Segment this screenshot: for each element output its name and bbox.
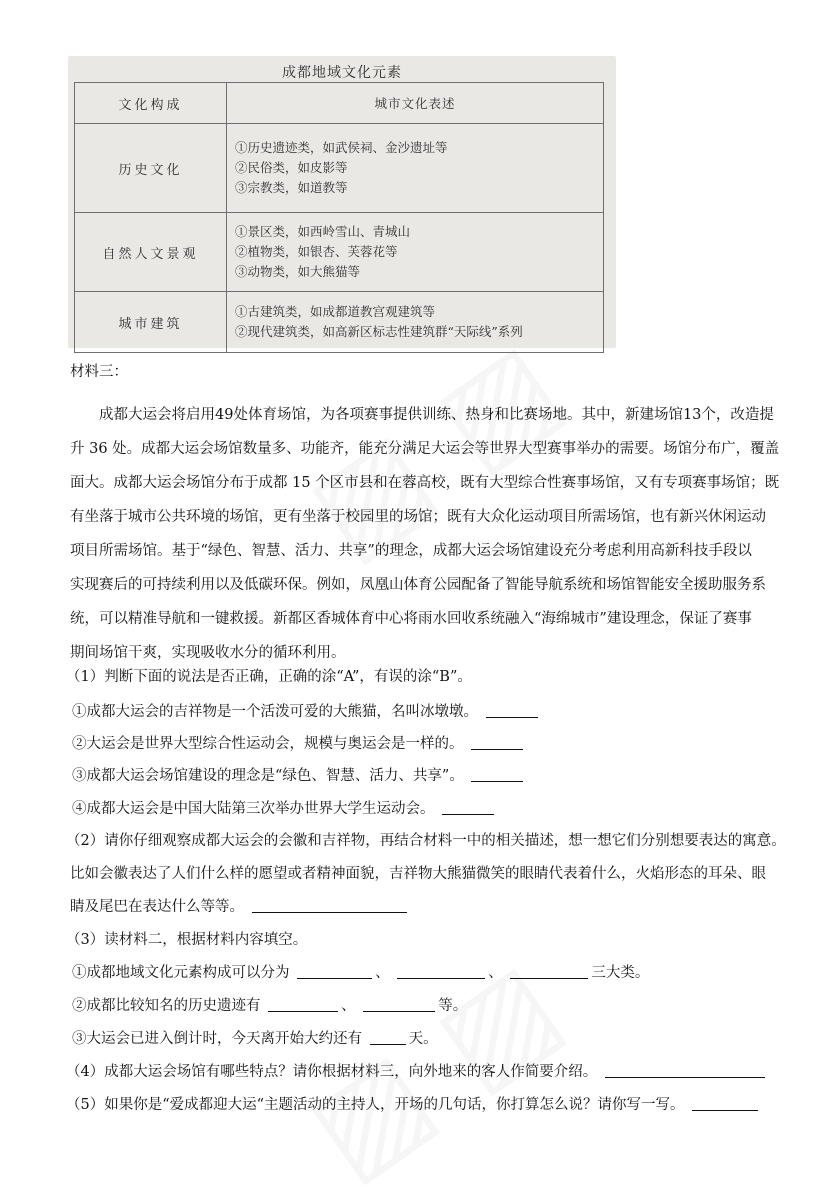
answer-blank[interactable] (510, 964, 588, 979)
answer-blank[interactable] (471, 735, 523, 750)
table-title: 成都地域文化元素 (282, 65, 402, 81)
separator: 、 (375, 965, 390, 981)
q1-item-2 (72, 734, 792, 754)
q2-line: （2）请你仔细观察成都大运会的会徽和吉祥物，再结合材料一中的相关描述，想一想它们分别想要表达的寓意。 (66, 833, 786, 849)
paragraph-line: 面大。成都大运会场馆分布于成都 15 个区市县和在蓉高校，既有大型综合性赛事场馆，又有专项赛事场馆；既 (70, 475, 780, 491)
table-cell-description (227, 124, 604, 213)
q3-item-2 (72, 996, 792, 1016)
answer-blank[interactable] (486, 703, 538, 718)
q4-text: （4）成都大运会场馆有哪些特点？请你根据材料三，向外地来的客人作简要介绍。 (66, 1064, 598, 1080)
answer-blank[interactable] (605, 1063, 765, 1078)
separator: 、 (341, 998, 356, 1014)
q3-item-text: 天。 (408, 1031, 438, 1047)
separator: 、 (488, 965, 503, 981)
q3-item-text: ②成都比较知名的历史遗迹有 (72, 998, 261, 1014)
answer-blank[interactable] (370, 1030, 406, 1045)
culture-table (74, 82, 604, 353)
material3-paragraph (70, 398, 790, 670)
answer-blank[interactable] (442, 800, 494, 815)
material3-heading: 材料三： (70, 364, 128, 380)
description-line: ①景区类，如西岭雪山、青城山 (235, 224, 411, 239)
answer-blank[interactable] (363, 997, 435, 1012)
q3-item-text: ①成都地域文化元素构成可以分为 (72, 965, 290, 981)
q3-item-1 (72, 963, 792, 983)
paragraph-line: 统，可以精准导航和一键救援。新都区香城体育中心将雨水回收系统融入“海绵城市”建设理念，保证了赛事 (70, 611, 752, 627)
q1-stem: （1）判断下面的说法是否正确，正确的涂“A”，有误的涂“B”。 (66, 669, 472, 685)
table-row (75, 292, 604, 353)
culture-table-photo (68, 56, 616, 348)
q2-line: 睛及尾巴在表达什么等等。 (70, 899, 244, 915)
table-header-cell: 城市文化表述 (227, 83, 604, 124)
table-cell-category: 自然人文景观 (75, 213, 227, 292)
table-row (75, 213, 604, 292)
paragraph-line: 实现赛后的可持续利用以及低碳环保。例如，凤凰山体育公园配备了智能导航系统和场馆智能安全援助服务系 (70, 577, 766, 593)
description-line: ③宗教类，如道教等 (235, 180, 348, 195)
q3-item-text: ③大运会已进入倒计时，今天离开始大约还有 (72, 1031, 362, 1047)
answer-blank[interactable] (268, 997, 338, 1012)
answer-blank[interactable] (252, 898, 407, 913)
table-cell-description (227, 213, 604, 292)
q2-line: 比如会徽表达了人们什么样的愿望或者精神面貌，吉祥物大熊猫微笑的眼睛代表着什么，火焰形态的耳朵、眼 (70, 866, 766, 882)
answer-blank[interactable] (471, 767, 523, 782)
description-line: ②现代建筑类，如高新区标志性建筑群“天际线”系列 (235, 324, 523, 339)
answer-blank[interactable] (297, 964, 372, 979)
table-cell-category: 城市建筑 (75, 292, 227, 353)
q5 (66, 1095, 786, 1115)
q3-item-text: 等。 (438, 998, 468, 1014)
q3-stem: （3）读材料二，根据材料内容填空。 (66, 932, 308, 948)
q2-line-3 (70, 897, 790, 917)
paragraph-line: 期间场馆干爽，实现吸收水分的循环利用。 (70, 645, 346, 661)
paragraph-line: 升 36 处。成都大运会场馆数量多、功能齐，能充分满足大运会等世界大型赛事举办的需要。场馆分布广，覆盖 (70, 441, 780, 457)
table-cell-description (227, 292, 604, 353)
q1-item-3 (72, 766, 792, 786)
description-line: ①历史遗迹类，如武侯祠、金沙遗址等 (235, 140, 448, 155)
table-header-row (75, 83, 604, 124)
q1-item-text: ③成都大运会场馆建设的理念是“绿色、智慧、活力、共享”。 (72, 768, 464, 784)
table-row (75, 124, 604, 213)
q1-item-text: ②大运会是世界大型综合性运动会，规模与奥运会是一样的。 (72, 736, 464, 752)
description-line: ①古建筑类，如成都道教宫观建筑等 (235, 304, 436, 319)
description-line: ②植物类，如银杏、芙蓉花等 (235, 244, 398, 259)
q1-item-text: ①成都大运会的吉祥物是一个活泼可爱的大熊猫，名叫冰墩墩。 (72, 704, 478, 720)
q4 (66, 1062, 786, 1082)
table-header-cell: 文化构成 (75, 83, 227, 124)
q1-item-1 (72, 702, 792, 722)
q3-item-3 (72, 1029, 792, 1049)
paragraph-line: 有坐落于城市公共环境的场馆，更有坐落于校园里的场馆；既有大众化运动项目所需场馆，也有新兴休闲运动 (70, 509, 766, 525)
q3-item-text: 三大类。 (591, 965, 650, 981)
description-line: ③动物类，如大熊猫等 (235, 264, 361, 279)
answer-blank[interactable] (692, 1096, 758, 1111)
paragraph-line: 项目所需场馆。基于“绿色、智慧、活力、共享”的理念，成都大运会场馆建设充分考虑利用高新科技手段以 (70, 543, 752, 559)
q1-item-text: ④成都大运会是中国大陆第三次举办世界大学生运动会。 (72, 801, 435, 817)
q5-text: （5）如果你是“爱成都迎大运“主题活动的主持人，开场的几句话，你打算怎么说？请你写一写。 (66, 1097, 685, 1113)
answer-blank[interactable] (397, 964, 485, 979)
paragraph-line: 成都大运会将启用49处体育场馆，为各项赛事提供训练、热身和比赛场地。其中，新建场馆13个，改造提 (70, 407, 774, 423)
table-cell-category: 历史文化 (75, 124, 227, 213)
q1-item-4 (72, 799, 792, 819)
description-line: ②民俗类，如皮影等 (235, 160, 348, 175)
